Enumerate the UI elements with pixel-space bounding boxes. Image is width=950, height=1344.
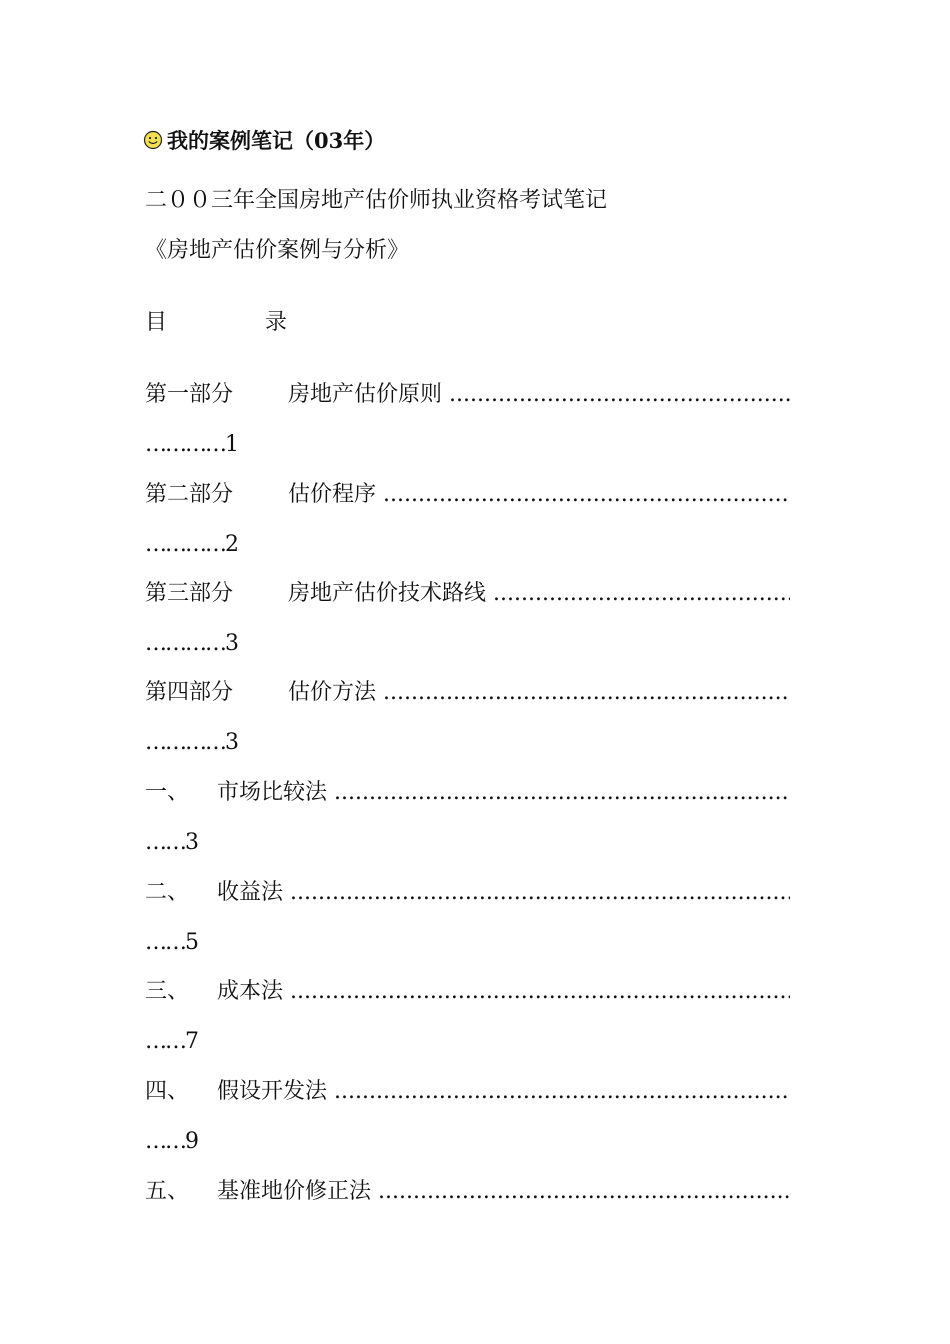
toc-entry-name: 估价方法 ..... bbox=[288, 678, 790, 708]
toc-entry-name: 假设开发法 ..... bbox=[217, 1077, 790, 1107]
toc-page-line bbox=[145, 530, 239, 560]
toc-entry bbox=[145, 380, 790, 410]
toc-entry bbox=[145, 1177, 790, 1207]
toc-leader-dots: ………… bbox=[145, 432, 225, 457]
toc-page-number: 3 bbox=[225, 631, 239, 656]
toc-heading-left: 目 bbox=[145, 310, 168, 335]
toc-part-label: 第四部分 bbox=[145, 680, 234, 705]
toc-page-number: 3 bbox=[185, 830, 199, 855]
toc-entry bbox=[145, 579, 790, 609]
toc-part-label: 四、 bbox=[145, 1079, 190, 1104]
title-text: 我的案例笔记（03年） bbox=[167, 128, 386, 153]
toc-leader-dots: …… bbox=[145, 1029, 185, 1054]
toc-page-line bbox=[145, 430, 239, 460]
toc-page-number: 5 bbox=[185, 930, 199, 955]
toc-heading bbox=[145, 308, 315, 338]
toc-entry-name: 房地产估价技术路线 ..... bbox=[288, 579, 790, 609]
toc-entry-name: 成本法 ..... bbox=[217, 977, 790, 1007]
toc-page-line bbox=[145, 1027, 199, 1057]
toc-leader-dots: …… bbox=[145, 1129, 185, 1154]
toc-part-label: 三、 bbox=[145, 979, 190, 1004]
toc-part-label: 一、 bbox=[145, 780, 190, 805]
toc-entry-name: 房地产估价原则 ..... bbox=[288, 380, 790, 410]
toc-part-label: 二、 bbox=[145, 880, 190, 905]
toc-entry-name: 市场比较法 ..... bbox=[217, 778, 790, 808]
toc-leader-dots: ………… bbox=[145, 730, 225, 755]
toc-page-line bbox=[145, 629, 239, 659]
toc-page-number: 7 bbox=[185, 1029, 199, 1054]
toc-entry bbox=[145, 480, 790, 510]
toc-leader-dots: …… bbox=[145, 830, 185, 855]
toc-entry bbox=[145, 778, 790, 808]
toc-heading-right: 录 bbox=[265, 310, 288, 335]
toc-part-label: 第三部分 bbox=[145, 581, 234, 606]
toc-page-line bbox=[145, 1127, 199, 1157]
smiley-face-icon bbox=[143, 130, 163, 150]
toc-page-line bbox=[145, 828, 199, 858]
subtitle-line-1: 二００三年全国房地产估价师执业资格考试笔记 bbox=[145, 188, 608, 213]
toc-page-number: 2 bbox=[225, 532, 239, 557]
toc-part-label: 第二部分 bbox=[145, 482, 234, 507]
toc-page-number: 3 bbox=[225, 730, 239, 755]
toc-page-number: 9 bbox=[185, 1129, 199, 1154]
toc-entry-name: 估价程序 ..... bbox=[288, 480, 790, 510]
toc-part-label: 五、 bbox=[145, 1179, 190, 1204]
toc-entry-name: 基准地价修正法 ..... bbox=[217, 1177, 790, 1207]
toc-leader-dots: …… bbox=[145, 930, 185, 955]
subtitle-line-2: 《房地产估价案例与分析》 bbox=[145, 238, 410, 263]
toc-entry bbox=[145, 977, 790, 1007]
toc-entry bbox=[145, 1077, 790, 1107]
toc-entry bbox=[145, 678, 790, 708]
toc-leader-dots: ………… bbox=[145, 532, 225, 557]
toc-part-label: 第一部分 bbox=[145, 382, 234, 407]
toc-leader-dots: ………… bbox=[145, 631, 225, 656]
toc-page-number: 1 bbox=[225, 432, 239, 457]
document-title bbox=[143, 124, 385, 156]
toc-page-line bbox=[145, 728, 239, 758]
toc-entry-name: 收益法 ..... bbox=[217, 878, 790, 908]
toc-page-line bbox=[145, 928, 199, 958]
toc-entry bbox=[145, 878, 790, 908]
